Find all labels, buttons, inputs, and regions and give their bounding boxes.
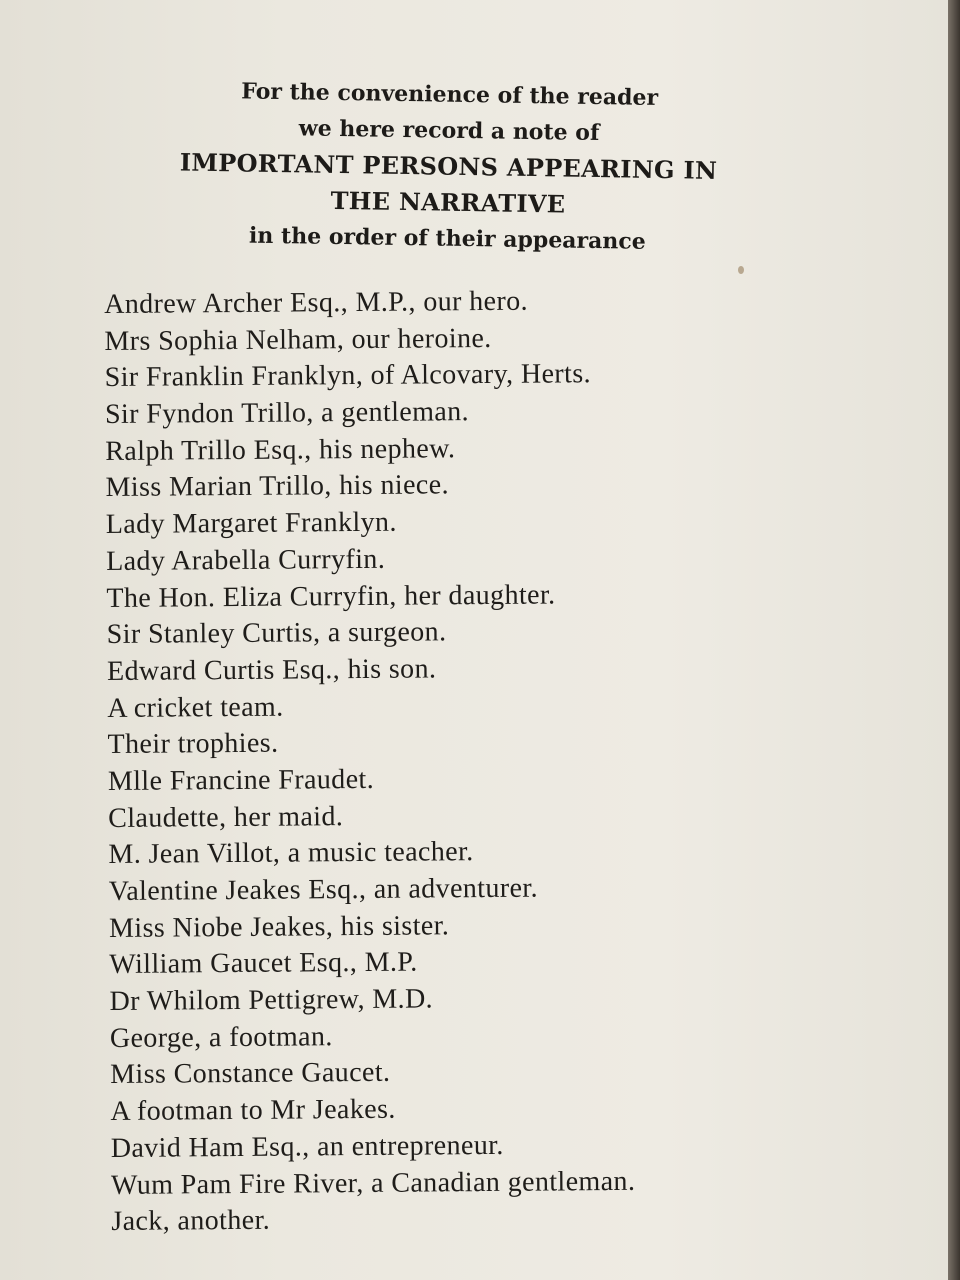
- person-entry: George, a footman.: [109, 1020, 333, 1054]
- heading-line-5: in the order of their appearance: [248, 222, 646, 255]
- person-entry: Edward Curtis Esq., his son.: [106, 653, 437, 687]
- person-entry: William Gaucet Esq., M.P.: [109, 946, 418, 981]
- person-entry: The Hon. Eliza Curryfin, her daughter.: [106, 578, 556, 614]
- person-entry: Miss Niobe Jeakes, his sister.: [108, 909, 450, 944]
- person-entry: Ralph Trillo Esq., his nephew.: [105, 432, 456, 467]
- person-entry: Lady Arabella Curryfin.: [106, 543, 386, 577]
- persons-list: [104, 281, 831, 1241]
- person-entry: Sir Franklin Franklyn, of Alcovary, Herts.: [104, 358, 592, 394]
- person-entry: Their trophies.: [107, 727, 279, 761]
- person-entry: Valentine Jeakes Esq., an adventurer.: [108, 872, 539, 907]
- person-entry: M. Jean Villot, a music teacher.: [108, 836, 474, 871]
- person-entry: Andrew Archer Esq., M.P., our hero.: [104, 285, 529, 320]
- person-entry: Claudette, her maid.: [108, 800, 344, 834]
- page-edge: [948, 0, 960, 1280]
- person-entry: Dr Whilom Pettigrew, M.D.: [109, 983, 434, 1018]
- person-entry: Jack, another.: [111, 1204, 271, 1238]
- heading-title-line-2: THE NARRATIVE: [330, 185, 566, 219]
- person-entry: David Ham Esq., an entrepreneur.: [110, 1129, 504, 1164]
- person-entry: Sir Stanley Curtis, a surgeon.: [106, 616, 447, 651]
- person-entry: Lady Margaret Franklyn.: [105, 506, 397, 541]
- person-entry: Wum Pam Fire River, a Canadian gentleman.: [110, 1165, 636, 1201]
- person-entry: A cricket team.: [107, 691, 284, 724]
- paper-speck: [738, 266, 744, 274]
- person-entry: Miss Marian Trillo, his niece.: [105, 469, 450, 504]
- heading-title-line-1: IMPORTANT PERSONS APPEARING IN: [179, 147, 718, 185]
- person-entry: Mlle Francine Fraudet.: [107, 763, 375, 797]
- heading-line-1: For the convenience of the reader: [241, 78, 659, 111]
- person-entry: Mrs Sophia Nelham, our heroine.: [104, 322, 492, 357]
- heading-line-2: we here record a note of: [298, 115, 600, 147]
- heading-block: [147, 72, 750, 261]
- person-entry: A footman to Mr Jeakes.: [110, 1093, 396, 1128]
- person-entry: Sir Fyndon Trillo, a gentleman.: [104, 396, 470, 431]
- person-entry: Miss Constance Gaucet.: [110, 1057, 391, 1091]
